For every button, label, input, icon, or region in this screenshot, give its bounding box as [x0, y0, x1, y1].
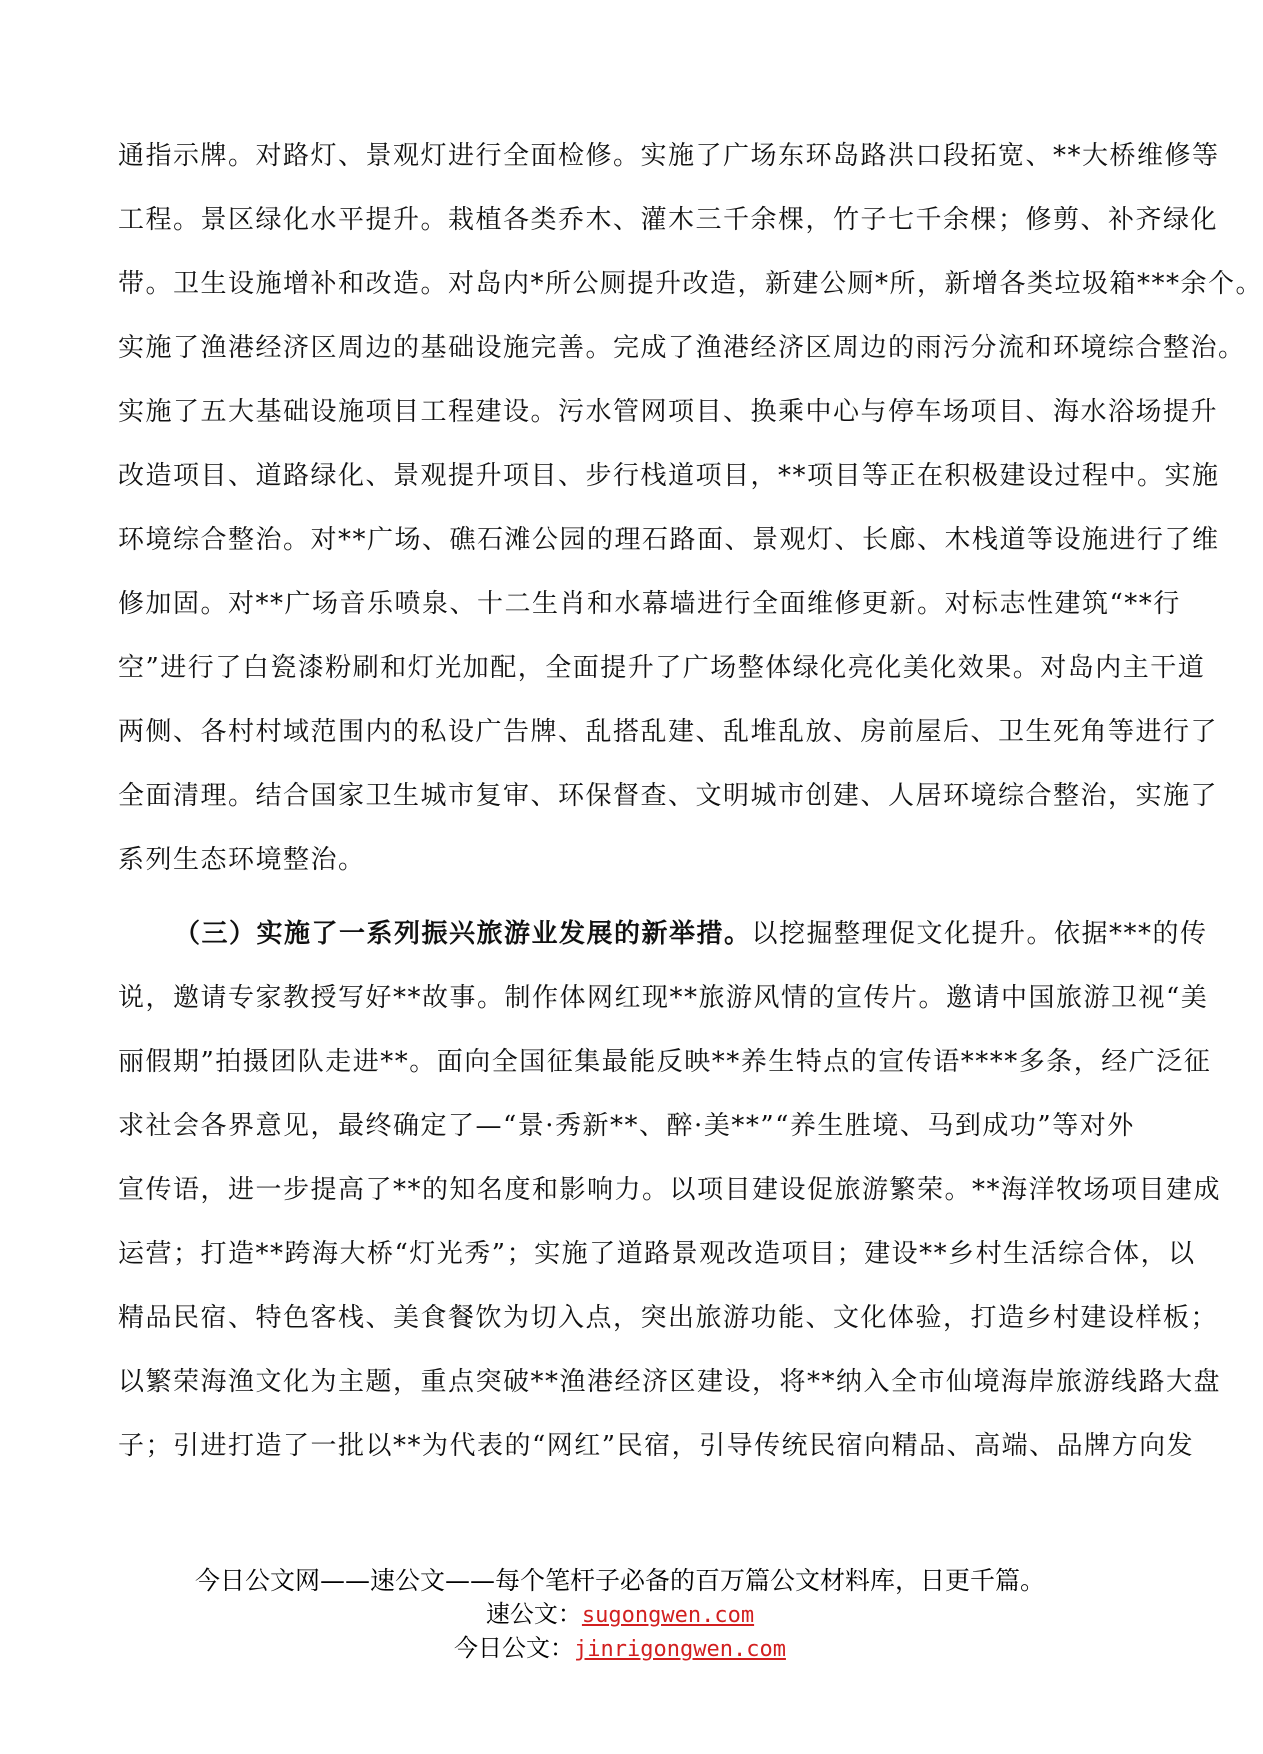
text-line: 子；引进打造了一批以**为代表的“网红”民宿，引导传统民宿向精品、高端、品牌方向发: [118, 1431, 1195, 1461]
text-line: 空”进行了白瓷漆粉刷和灯光加配，全面提升了广场整体绿化亮化美化效果。对岛内主干道: [118, 653, 1206, 683]
text-line: 运营；打造**跨海大桥“灯光秀”；实施了道路景观改造项目；建设**乡村生活综合体，以: [118, 1239, 1196, 1269]
text-line: 以繁荣海渔文化为主题，重点突破**渔港经济区建设，将**纳入全市仙境海岸旅游线路大盘: [118, 1367, 1222, 1397]
text-line: 通指示牌。对路灯、景观灯进行全面检修。实施了广场东环岛路洪口段拓宽、**大桥维修等: [118, 141, 1220, 171]
text-line: 精品民宿、特色客栈、美食餐饮为切入点，突出旅游功能、文化体验，打造乡村建设样板；: [118, 1303, 1219, 1333]
text-line: 系列生态环境整治。: [118, 845, 366, 875]
footer: [0, 1564, 1240, 1666]
text-fragment: 以挖掘整理促文化提升。依据***的传: [751, 919, 1208, 949]
footer-tagline: 今日公文网——速公文——每个笔杆子必备的百万篇公文材料库，日更千篇。: [194, 1566, 1045, 1595]
text-line: 环境综合整治。对**广场、礁石滩公园的理石路面、景观灯、长廊、木栈道等设施进行了维: [118, 525, 1220, 555]
text-line: 实施了渔港经济区周边的基础设施完善。完成了渔港经济区周边的雨污分流和环境综合整治。: [118, 333, 1246, 363]
section-heading: （三）实施了一系列振兴旅游业发展的新举措。: [174, 919, 752, 949]
text-line: 修加固。对**广场音乐喷泉、十二生肖和水幕墙进行全面维修更新。对标志性建筑“**行: [118, 589, 1181, 619]
text-line: 说，邀请专家教授写好**故事。制作体网红现**旅游风情的宣传片。邀请中国旅游卫视“美: [118, 983, 1209, 1013]
text-line: 全面清理。结合国家卫生城市复审、环保督查、文明城市创建、人居环境综合整治，实施了: [118, 781, 1219, 811]
footer-jinrigongwen: [0, 1632, 1240, 1666]
text-line: 带。卫生设施增补和改造。对岛内*所公厕提升改造，新建公厕*所，新增各类垃圾箱***余个。: [118, 269, 1263, 299]
text-line: 工程。景区绿化水平提升。栽植各类乔木、灌木三千余棵，竹子七千余棵；修剪、补齐绿化: [118, 205, 1219, 235]
paragraph-infrastructure: [118, 124, 1263, 892]
text-line: 丽假期”拍摄团队走进**。面向全国征集最能反映**养生特点的宣传语****多条，经广泛征: [118, 1047, 1212, 1077]
paragraph-tourism: [118, 902, 1222, 1478]
jinrigongwen-label: 今日公文：: [454, 1634, 575, 1662]
jinrigongwen-link[interactable]: jinrigongwen.com: [574, 1637, 786, 1662]
text-line: 宣传语，进一步提高了**的知名度和影响力。以项目建设促旅游繁荣。**海洋牧场项目建成: [118, 1175, 1222, 1205]
text-line-first: [118, 902, 1208, 966]
sugongwen-link[interactable]: sugongwen.com: [581, 1603, 755, 1628]
text-line: 实施了五大基础设施项目工程建设。污水管网项目、换乘中心与停车场项目、海水浴场提升: [118, 397, 1219, 427]
text-line: 改造项目、道路绿化、景观提升项目、步行栈道项目，**项目等正在积极建设过程中。实施: [118, 461, 1220, 491]
text-line: 两侧、各村村域范围内的私设广告牌、乱搭乱建、乱堆乱放、房前屋后、卫生死角等进行了: [118, 717, 1219, 747]
footer-sugongwen: [0, 1598, 1240, 1632]
text-line: 求社会各界意见，最终确定了—“景·秀新**、醉·美**”“养生胜境、马到成功”等对外: [118, 1111, 1135, 1141]
sugongwen-label: 速公文：: [485, 1600, 582, 1628]
